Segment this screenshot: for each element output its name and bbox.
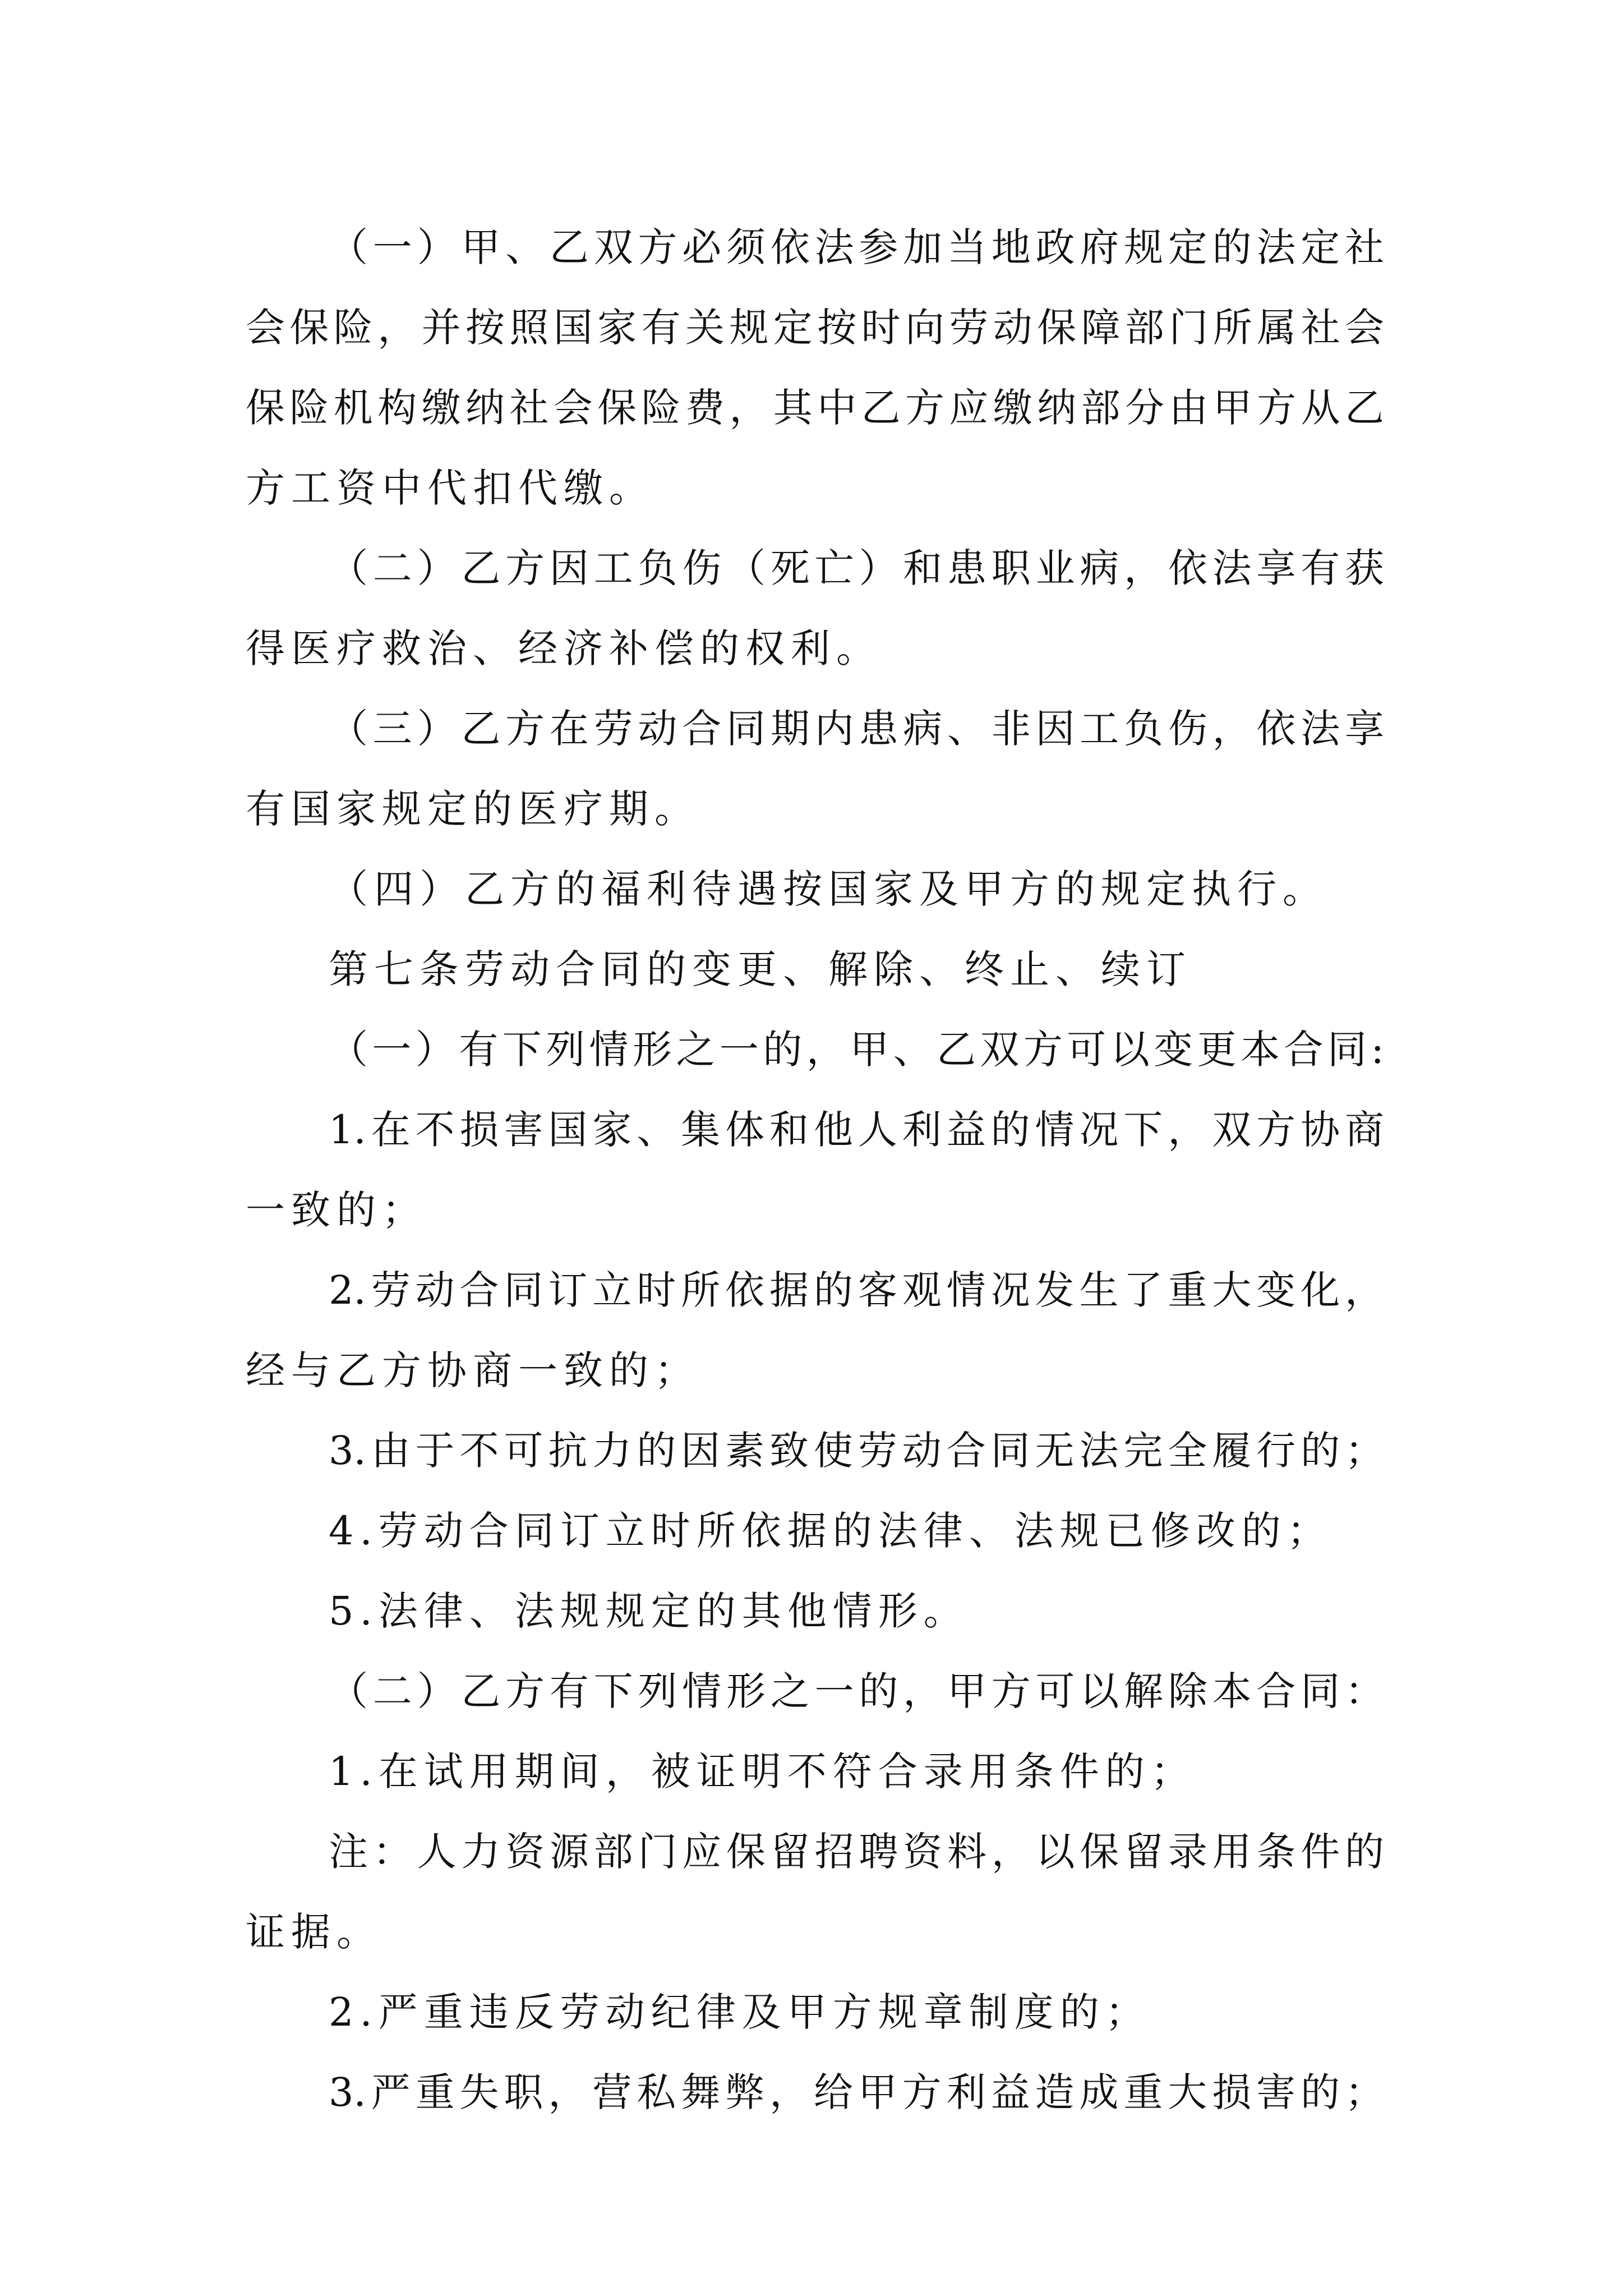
list-item-line: 一致的； — [246, 1187, 427, 1233]
paragraph-line: （二）乙方有下列情形之一的，甲方可以解除本合同： — [329, 1668, 1384, 1714]
note-line: 注：人力资源部门应保留招聘资料，以保留录用条件的 — [329, 1829, 1384, 1875]
paragraph-line: （二）乙方因工负伤（死亡）和患职业病，依法享有获 — [329, 545, 1384, 591]
list-item-line: 经与乙方协商一致的； — [246, 1347, 700, 1393]
paragraph-line: 有国家规定的医疗期。 — [246, 786, 700, 832]
note-line: 证据。 — [246, 1909, 382, 1955]
paragraph-line: 得医疗救治、经济补偿的权利。 — [246, 625, 882, 671]
section-heading: 第七条劳动合同的变更、解除、终止、续订 — [329, 946, 1192, 992]
paragraph-line: 方工资中代扣代缴。 — [246, 465, 654, 511]
list-item-line: 1.在不损害国家、集体和他人利益的情况下，双方协商 — [329, 1107, 1384, 1153]
list-item-line: 1.在试用期间，被证明不符合录用条件的； — [329, 1749, 1196, 1795]
paragraph-line: （一）甲、乙双方必须依法参加当地政府规定的法定社 — [329, 224, 1384, 270]
document-body — [246, 208, 1384, 2133]
list-item-line: 3.由于不可抗力的因素致使劳动合同无法完全履行的； — [329, 1428, 1384, 1474]
list-item-line: 2.劳动合同订立时所依据的客观情况发生了重大变化， — [329, 1267, 1384, 1313]
list-item-line: 2.严重违反劳动纪律及甲方规章制度的； — [329, 1989, 1151, 2035]
list-item-line: 5.法律、法规规定的其他情形。 — [329, 1588, 969, 1634]
paragraph-line: （三）乙方在劳动合同期内患病、非因工负伤，依法享 — [329, 706, 1384, 752]
paragraph-line: （一）有下列情形之一的，甲、乙双方可以变更本合同: — [329, 1027, 1384, 1073]
list-item-line: 3.严重失职，营私舞弊，给甲方利益造成重大损害的； — [329, 2069, 1384, 2115]
paragraph-line: 会保险，并按照国家有关规定按时向劳动保障部门所属社会 — [246, 305, 1384, 351]
list-item-line: 4.劳动合同订立时所依据的法律、法规已修改的； — [329, 1508, 1332, 1554]
paragraph-line: 保险机构缴纳社会保险费，其中乙方应缴纳部分由甲方从乙 — [246, 385, 1384, 431]
paragraph-line: （四）乙方的福利待遇按国家及甲方的规定执行。 — [329, 866, 1328, 912]
